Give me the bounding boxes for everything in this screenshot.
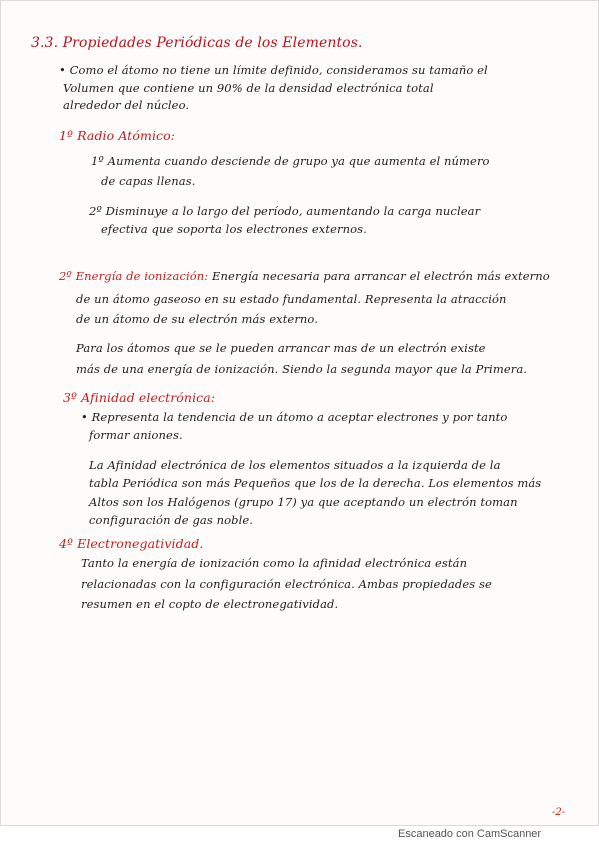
radio-p1-line-1: 1º Aumenta cuando desciende de grupo ya que aumenta el número bbox=[91, 154, 490, 168]
intro-line-1: • Como el átomo no tiene un límite definido, consideramos su tamaño el bbox=[59, 63, 488, 77]
heading-energia-ionizacion: 2º Energía de ionización: bbox=[59, 269, 209, 283]
radio-p1-line-2: de capas llenas. bbox=[101, 174, 196, 188]
page-number: -2- bbox=[552, 807, 566, 818]
afinidad-p2-line-2: tabla Periódica son más Pequeños que los de la derecha. Los elementos más bbox=[89, 476, 542, 490]
ionizacion-p1-line-1: de un átomo gaseoso en su estado fundamental. Representa la atracción bbox=[76, 292, 507, 306]
ionizacion-p2-line-1: Para los átomos que se le pueden arrancar mas de un electrón existe bbox=[76, 341, 486, 355]
intro-line-2: Volumen que contiene un 90% de la densidad electrónica total bbox=[63, 81, 434, 95]
radio-p2-line-1: 2º Disminuye a lo largo del período, aumentando la carga nuclear bbox=[89, 204, 481, 218]
heading-radio-atomico: 1º Radio Atómico: bbox=[59, 128, 176, 143]
ionizacion-p2-line-2: más de una energía de ionización. Siendo la segunda mayor que la Primera. bbox=[76, 362, 528, 376]
electroneg-line-2: relacionadas con la configuración electrónica. Ambas propiedades se bbox=[81, 577, 492, 591]
ionizacion-first-line bbox=[59, 269, 550, 283]
heading-afinidad-electronica: 3º Afinidad electrónica: bbox=[63, 390, 216, 405]
scanner-watermark: Escaneado con CamScanner bbox=[398, 828, 542, 840]
electroneg-line-3: resumen en el copto de electronegatividad. bbox=[81, 597, 339, 611]
ionizacion-lead-text: Energía necesaria para arrancar el electrón más externo bbox=[208, 269, 550, 283]
afinidad-p2-line-1: La Afinidad electrónica de los elementos situados a la izquierda de la bbox=[89, 458, 501, 472]
electroneg-line-1: Tanto la energía de ionización como la afinidad electrónica están bbox=[81, 556, 468, 570]
radio-p2-line-2: efectiva que soporta los electrones externos. bbox=[101, 222, 367, 236]
ionizacion-p1-line-2: de un átomo de su electrón más externo. bbox=[76, 312, 319, 326]
page-title: 3.3. Propiedades Periódicas de los Elementos. bbox=[31, 35, 363, 51]
afinidad-p2-line-3: Altos son los Halógenos (grupo 17) ya que aceptando un electrón toman bbox=[89, 495, 518, 509]
intro-line-3: alrededor del núcleo. bbox=[63, 98, 190, 112]
afinidad-p1-line-2: formar aniones. bbox=[89, 428, 183, 442]
heading-electronegatividad: 4º Electronegatividad. bbox=[59, 536, 204, 551]
afinidad-p2-line-4: configuración de gas noble. bbox=[89, 513, 254, 527]
afinidad-p1-line-1: • Representa la tendencia de un átomo a aceptar electrones y por tanto bbox=[81, 410, 508, 424]
